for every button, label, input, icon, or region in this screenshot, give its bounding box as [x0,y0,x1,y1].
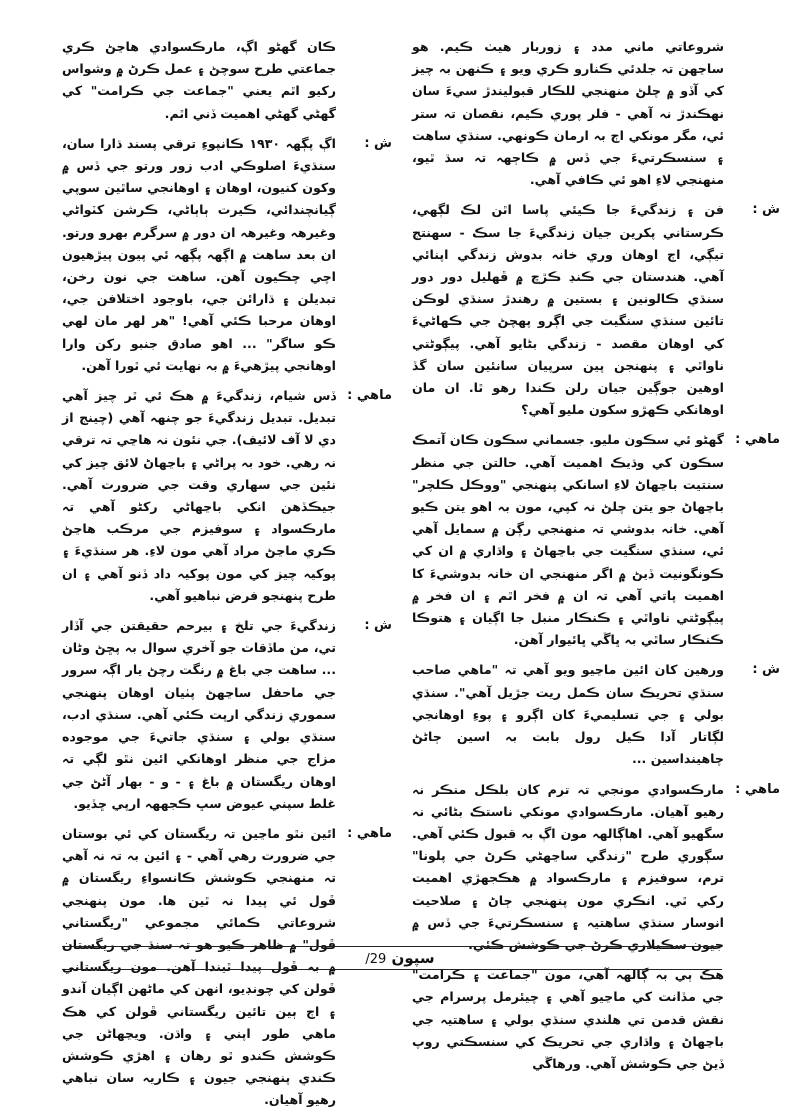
interview-paragraph [412,779,780,957]
interview-paragraph [412,659,780,770]
speaker-label: ماهي : [347,388,392,404]
paragraph-text: فن ۽ زندگيءَ جا ڪيئي پاسا اٿن لڪ لڳهي، ڪرستاني پکرين جيان زندگيءَ جا سڪ - سهنتج تيڳي، اڄ اوهان وري خانہ بدوش زندگي اپنائي آهي. هندستان جي ڪنڊ ڪڙڇ ۾ ڦهليل دور دور سنڌي ڪالونين ۽ بستين ۾ رهندڙ سنڌي لوڪن تائين سنڌي سنگيت جي اڳرو پهچڻ جي ڪهاڻيءَ کي اوهان مقصد - زندگي بڻايو آهي. پيڳوڻتي ناواٿي ۽ پنهنجن پين سرپيان سانئين سان گڏ اوهين جوڳين جيان رلن ڪندا رهو ٿا. ان مان اوهانکي ڪهڙو سکون مليو آهي؟ [412,202,724,418]
paragraph-text: مارڪسوادي مونجي تہ ترم کان بلڪل منڪر نہ رهيو آهيان. مارڪسوادي مونکي ناستڪ بڻائي نہ سگهيو آهي. اهاڳالهہ مون اڳ بہ قبول ڪئي آهي. سڳوري طرح "زندگي ساڃهڻي ڪرڻ جي پلونا" ترم، سوفيزم ۽ مارڪسواد ۾ هڪجهڙي اهميت رکي ٿي. انڪري مون پنهنجي ڄاڻ ۽ صلاحيت انوسار سنڌي ساهتيہ ۽ سنسڪرتيءَ جي ڏس ۾ جيون سڪيلاري ڪرڻ جي ڪوشش ڪئي. [412,781,724,952]
speaker-label [724,36,780,191]
speaker-label: ماهي : [735,432,780,448]
paragraph-text: ڪان گهڻو اڳ، مارڪسوادي هاڃڻ ڪري جماعتي طرح سوچڻ ۽ عمل ڪرڻ ۾ وشواس رکيو اٿم يعني "جماعت جي ڪرامت" کي گهڻي گهڻي اهميت ڏني اٿم. [62,39,336,121]
paragraph-text: ائين نٿو ماڃين تہ ريگستان کي ئي بوستان جي ضرورت رهي آهي - ۽ ائين بہ تہ نہ آهي تہ منهنجي ڪوشش ڪانسواءِ ريگستان ۾ ڦول ئي پيدا نہ ٿين ها. مون پنهنجي شروعاتي ڪمائي مجموعي "ريگستاني ڦول" ۾ ظاهر ڪيو هو تہ سنڌ جي ريگستان ۾ بہ ڦول پيدا ٿيندا آهن. مون ريگستاني ڦولن کي چونڊيو، انهن کي ماڻهن اڳيان آندو ۽ اڄ ٻين تائين ريگستاني ڦولن کي هڪ ماهي طور اپني ۽ واڌن. ويڃهاڻن جي ڪوشش ڪندو ٿو رهان ۽ اهڙي ڪوشش ڪندي پنهنجي جيون ۽ ڪاريہ سان نباهي رهيو آهيان. [62,825,336,1108]
speaker-label [724,964,780,1075]
paragraph-text: ڏس شيام، زندگيءَ ۾ هڪ ئي ٿر چيز آهي تبديل. تبديل زندگيءَ جو چنهہ آهي (چينج از دي لا آف لائيف). جي نئون نہ هاڃي تہ ترقي نہ رهي. خود بہ پراڻي ۽ باڃهاڻ لائق چيز کي نئين جي سهاري وقت جي ضرورت آهي. جيڪڏهن انکي باڃهاڻي رکڻو آهي تہ مارڪسواد ۽ سوفيزم جي مرڪب هاڃڻ ڪري ماڃڻ مراد آهي مون لاءِ. هر سنڌيءَ ۽ پوکيہ چيز کي مون پوکيہ داد ڏنو آهي ۽ ان طرح پنهنجو فرض نباهيو آهي. [62,388,336,603]
paragraph-text: اڳ پڳهہ ١٩٣٠ ڪانپوءِ ترقي پسند ڌارا سان، سنڌيءَ اصلوڪي ادب زور ورتو جي ڏس ۾ وکون کنيون، اوهان ۽ اوهانجي ساٿين سوپي ڳيانچندائي، ڪيرت ٻاٻاڻي، ڪرشن کٽواڻي وغيرهہ وغيرهہ ان دور ۾ سرگرم بهرو ورتو. ان بعد ساهت ۾ اڳهہ پڳهہ ئي پيون پيڙهيون اچي چڪيون آهن. ساهت جي نون رخن، تبديلن ۽ ڌارائن جي، باوجود اختلافن جي، اوهان مرحبا ڪئي آهي! "هر لهر مان لهي ڪو ساگر" ... اهو صادق جنبو رکن وارا اوهانجي پيڙهيءَ ۾ بہ نهايت ئي ٿورا آهن. [62,135,336,373]
page-number: 29/ [365,952,387,967]
speaker-label: ماهي : [735,781,780,797]
speaker-label: ش : [752,202,780,218]
paragraph-text: شروعاتي ماني مدد ۽ زوربار هيٺ ڪيم. هو ساڃهن تہ جلدئي ڪنارو ڪري ويو ۽ ڪنهن بہ چيز کي آڏو ۾ چلڻ منهنجي للڪار قبوليندڙ سيءَ سان نهڪندڙ نہ آهي - فلر پوري ڪيم، نقصان تہ ستر ئي، مگر مونکي اڄ بہ ارمان ڪونهي. سنڌي ساهت ۽ سنسڪرتيءَ جي ڏس ۾ ڪاڄهہ تہ سڌ ٿيو، منهنجي لاءِ اهو ئي ڪافي آهي. [412,39,724,188]
speaker-label: ش : [364,618,392,634]
interview-paragraph [62,36,392,125]
speaker-label [336,36,392,125]
interview-paragraph [412,199,780,421]
paragraph-text: ورهين کان ائين ماڃيو ويو آهي تہ "ماهي صاحب سنڌي تحريڪ سان ڪمل ريت جڙيل آهي". سنڌي بولي ۽ جي تسليميءَ کان اڳرو ۽ پوءِ اوهانجي لڳاتار آدا ڪيل رول بابت بہ اسين ڄاڻڻ چاهينداسين ... [412,662,724,767]
speaker-label: ش : [364,135,392,151]
footer-rule-bottom [62,969,722,970]
interview-paragraph [62,823,392,1112]
interview-paragraph [62,615,392,815]
magazine-name: سپون [391,949,435,967]
footer-rule-top [62,946,722,947]
paragraph-text: هڪ ٻي بہ ڳالهہ آهي، مون "جماعت ۽ ڪرامت" جي مڏانت کي ماڃيو آهي ۽ چيئرمل پرسرام جي نقش قدمن تي هلندي سنڌي بولي ۽ ساهتيہ جي باڃهاڻ ۽ واڌاري جي تحريڪ کي سنسڪتي روپ ڏيڻ جي ڪوشش آهي. ورهاڱي [412,967,724,1071]
paragraph-text: زندگيءَ جي تلخ ۽ بيرحم حقيقتن جي آڏار تي، من ماڏقات جو آخري سوال بہ پڇڻ وڻان ... ساهت جي باغ ۾ رنگت رچڻ يار اڳہ سرور جي ماحفل ساڃهڻ پٺيان اوهان پنهنجي سموري زندگي ارپت ڪئي آهي. سنڌي ادب، سنڌي بولي ۽ سنڌي جاتيءَ جي موجوده مزاج جي منظر اوهانکي ائين نٿو لڳي تہ اوهان ريگستان ۾ باغ ۽ - و - بهار آڻڻ جي غلط سپني عيوض سڀ ڪجههہ ارپي ڇڏيو. [62,618,336,811]
interview-paragraph [412,36,780,191]
interview-paragraph [62,133,392,377]
interview-paragraph [412,964,780,1075]
interview-paragraph [412,429,780,651]
paragraph-text: گهڻو ئي سڪون مليو. جسماني سڪون ڪان آتمڪ سڪون کي وڌيڪ اهميت آهي. حالتن جي منظر سنتيت باڃهاڻ لاءِ اسانکي پنهنجي "ووڪل ڪلچر" باڃهاڻ جو يتن چلڻ نہ کپي، مون بہ اهو يتن ڪيو آهي. خانہ بدوشي تہ منهنجي رڳن ۾ سمايل آهي ئي، سنڌي سنگيت جي باڃهاڻ ۽ واڌاري ۾ ان کي ڪونگونيت ڏيڻ ۾ اگر منهنجي ان خانہ بدوشيءَ کا اهميت پاتي آهي تہ ان ۾ فخر اٿم ۽ ان فخر ۾ پيڳوڻتي ناواٿي ۽ ڪنڪار منبل جا اڳيان ۽ هتوڪا ڪنڪار ساٿي بہ ڀاڱي ڀائيوار آهن. [412,432,724,648]
page-footer [0,949,800,967]
speaker-label: ش : [752,662,780,678]
interview-paragraph [62,385,392,607]
speaker-label: ماهي : [347,825,392,841]
right-column [412,36,780,1083]
